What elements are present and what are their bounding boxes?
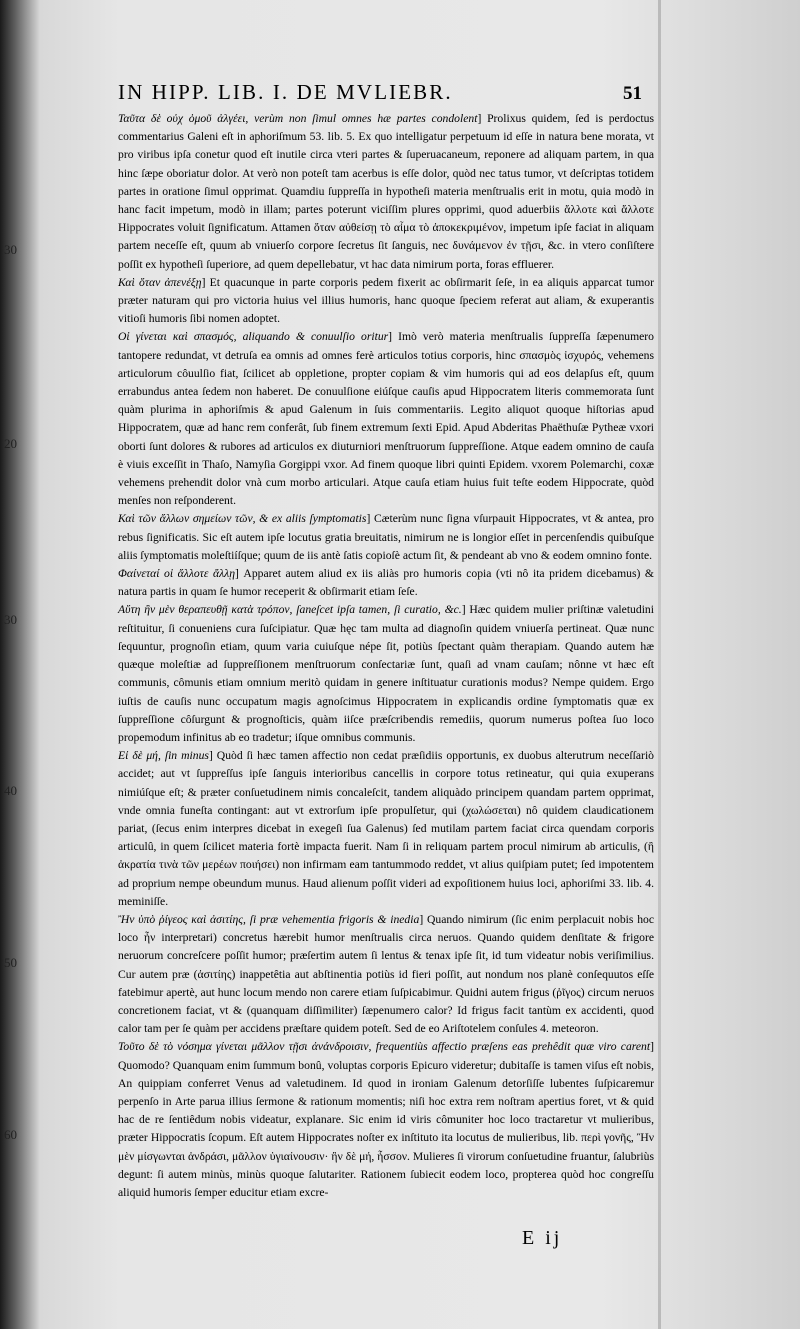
margin-line-number: 50 [4,955,17,970]
lemma: Καὶ ὅταν ἀπενέξῃ [118,275,202,289]
lemma: Αὕτη ἢν μὲν θεραπευθῇ κατὰ τρόπον, ſaneſcet ipſa tamen, ſi curatio, &c. [118,603,462,617]
commentary-paragraph [118,274,654,329]
lemma: Ἢν ὑπὸ ῥίγεος καὶ ἀσιτίης, ſi præ vehementia frigoris & inedia [118,912,420,926]
lemma: Οἱ γίνεται καὶ σπασμός, aliquando & conuulſio oritur [118,330,389,344]
commentary-paragraph [118,510,654,565]
paragraph-text: ] Quòd ſi hæc tamen affectio non cedat præſidiis opportunis, ex duobus alterutrum neceſſariò accidet; aut vt ſuppreſſus ipſe ſanguis interioribus cancellis in corpore totus retineatur, qui quia exuperans nimiúſque eſt; & præter conſuetudinem nimis concaleſcit, tandem aliquàdo principem quandam partem opprimat, vnde omnia funeſta contingant: aut vt extrorſum ipſe propulſetur, qui (χωλώσεται) nô quidem claudicationem pariat, (ſecus enim interpres dicebat in exegeſi ſua Galenus) ſed mutilam partem faciat circa quendam corporis articulû, in quem ſcilicet materia fortè impacta fuerit. Nam ſi in reliquam partem procul nimirum ab articulis, (ἢ ἀκρατία τινὰ τῶν μερέων ποιήσει) non infirmam eam tantummodo reddet, vt alius quiſpiam putet; ſed impotentem ad proprium nempe obeundum munus. Haud alienum poſſit videri ad expoſitionem huius loci, aphoriſmi 33. lib. 4. meminiſſe. [118,749,654,908]
margin-line-number: 40 [4,783,17,798]
paragraph-text: ] Quando nimirum (ſic enim perplacuit nobis hoc loco ἦν interpretari) concretus hærebit humor menſtrualis circa neruos. Quando quidem denſitate & frigore neruorum concreſcere poſſit humor; præſertim autem ſi lentus & tenax ipſe ſit, id tum videatur nobis veriſimilius. Cur autem præ (ἀσιτίης) inappetêtia aut abſtinentia potiùs id fieri poſſit, aut nondum nos planè conſequutos eſſe fatebimur apertè, aut hunc locum mendo non carere etiam ſuſpicabimur. Quidni autem frigus (ῥῖγος) circum neruos concretionem faciat, vt & (quanquam diſſimiliter) ſæpenumero calor? Id frigus facit tantùm ex accidenti, quod calor tam per ſe quàm per accidens præſtare quidem poteſt. Sed de eo Ariſtotelem conſules 4. meteoron. [118,912,654,1036]
lemma: Καὶ τῶν ἄλλων σημείων τῶν, & ex aliis ſymptomatis [118,512,367,526]
printer-signature: E ij [522,1227,563,1249]
paragraph-text: ] Imò verò materia menſtrualis ſuppreſſa ſæpenumero tantopere redundat, vt detruſa ea omnis ad omnes ferè articulos totius corporis, hinc σπασμὸς ἰσχυρός, vehemens articulorum côuulſio fiat, ſcilicet ab oppletione, propter copiam & vim humoris qui ad eos delapſus eſt, quum errabundus antea ſedem non haberet. De conuulſione eiúſque cauſis apud Hippocratem literis commemorata ſunt quàm plurima in aphoriſmis & apud Galenum in ſuis commentariis. Legito aliquot quoque hiſtorias apud Hippocratem, quæ ad hanc rem conferât, ſub finem extremum ſexti Epid. Apud Abderitas Phaëthuſæ Pytheæ vxori oborti ſunt dolores & rubores ad articulos ex diuturniori menſtruorum ſuppreſſione. Atque eadem omnino de cauſa è viuis exceſſit in Thaſo, Namyſia Gorgippi vxor. Ad finem quoque libri quinti Epidem. vxorem Polemarchi, coxæ vehemens prehendit dolor vnà cum morbo articulari. Atque cauſa etiam huius fuit teſte eodem Hippocrate, quòd menſes non reſponderent. [118,330,654,508]
lemma: Τοῦτο δὲ τὸ νόσημα γίνεται μᾶλλον τῇσι ἀνάνδροισιν, frequentiùs affectio præſens eas prehêdit quæ viro carent [118,1040,651,1054]
commentary-paragraph [118,601,654,747]
margin-line-number: 30 [4,612,17,627]
page-number: 51 [623,83,642,104]
commentary-paragraph [118,565,654,601]
commentary-paragraph [118,911,654,1038]
commentary-paragraph [118,110,654,274]
margin-line-number: 20 [4,436,17,451]
commentary-paragraph [118,747,654,911]
margin-line-number: 30 [4,242,17,257]
paragraph-text: ] Cæterùm nunc ſigna vſurpauit Hippocrates, vt & antea, pro rebus ſignificatis. Sic eſt autem ipſe locutus gratia breuitatis, nimirum ne is longior eſſet in percenſendis quibuſque aliis ſymptomatis moleſtiíſque; quum de iis antè ſatis copioſè actum ſit, & pendeant ab vno & eodem omnino fonte. [118,512,655,562]
commentary-body [118,110,654,1202]
paragraph-text: ] Quomodo? Quanquam enim ſummum bonû, voluptas corporis Epicuro videretur; dubitaſſe is tamen viſus eſt nobis, An quippiam conferret Venus ad valetudinem. Id quod in ironiam Galenum detorſiſſe lubentes ſuſpicaremur perpenſo in Arte parua illius ſermone & rationum momentis; niſi hoc extra rem noſtram apertius foret, vt & quid hac de re ſentiêdum nobis videatur, explanare. Sic enim id viris cômuniter hoc loco tractaretur vt mulieribus, præter Hippocratis ſcopum. Eſt autem Hippocrates noſter ex inſtituto ita locutus de mulieribus, lib. περὶ γονῆς, Ἢν μὲν μίσγωνται ἀνδράσι, μᾶλλον ὑγιαίνουσιν· ἢν δὲ μή, ἧσσον. Mulieres ſi virorum conſuetudine fruantur, ſalubriùs degunt: ſi autem minùs, minùs quoque ſalutariter. Rationem ſubiecit eodem loco, propterea quòd hoc congreſſu aliquid humoris ſemper educitur etiam excre- [118,1040,654,1199]
commentary-paragraph [118,1038,654,1202]
paragraph-text: ] Apparet autem aliud ex iis aliàs pro humoris copia (vti nô ita pridem dicebamus) & natura partis in quam ſe humor receperit & obſirmarit etiam ſeſe. [118,567,654,599]
lemma: Φαίνεταί οἱ ἄλλοτε ἄλλῃ [118,567,235,581]
margin-line-number: 60 [4,1127,17,1142]
page-edge [658,0,661,1329]
running-head: IN HIPP. LIB. I. DE MVLIEBR. [118,80,453,104]
lemma: Εἰ δὲ μή, ſin minus [118,749,209,763]
commentary-paragraph [118,328,654,510]
lemma: Ταῦτα δὲ οὐχ ὁμοῦ ἀλγέει, verùm non ſimul omnes hæ partes condolent [118,112,478,125]
paragraph-text: ] Prolixus quidem, ſed is perdoctus commentarius Galeni eſt in aphoriſmum 53. lib. 5. Ex quo intelligatur perpetuum id eſſe in natura bene morata, vt pro viribus ipſa conetur quod eſt inutile circa vteri partes & ſuperuacaneum, reponere ad aliquam partem, in qua hinc ſæpe oboriatur dolor. At verò non poteſt tam acerbus is eſſe dolor, quòd nec tatus tumor, vt deſcriptas totidem partes in oratione ſimul opprimat. Quamdiu ſuppreſſa in hypotheſi materia menſtrualis erit in motu, quia modò in hanc facit impetum, modò in illam; partes poterunt viciſſim plures opprimi, quod aduerbiis ἄλλοτε καὶ ἄλλοτε Hippocrates voluit ſignificatum. Attamen ὅταν αὐθείσῃ τὸ αἷμα τὸ ἀποκεκριμένον, impetum ipſe faciat in aliquam partem neceſſe eſt, quum ab vniuerſo corpore ſecretus ſit ſanguis, nec δυνάμενον ἐν τῇσι, &c. in vtero conſiſtere poſſit ex hypotheſi ſuperiore, ad quem depellebatur, vt hac data nimirum porta, foras effluerer. [118,112,654,271]
paragraph-text: ] Et quacunque in parte corporis pedem fixerit ac obſirmarit ſeſe, in ea aliquis apparcat tumor præter naturam qui pro victoria huius vel illius humoris, hanc quoque ſpeciem referat aut aliam, & exuperantis vitioſi humoris ſibi nomen adoptet. [118,275,654,326]
paragraph-text: ] Hæc quidem mulier priſtinæ valetudini reſtituitur, ſi conueniens cura ſuſcipiatur. Quæ hęc tam multa ad diagnoſin quidem vniuerſa pertineat. Quæ nunc ſequuntur, prognoſin etiam, quum varia cuiuſque népe ſit, potiùs ſpectant quàm therapiam. Quando autem hæ quæque moleſtiæ ad ſuppreſſionem menſtruorum conſectariæ ſunt, quaſi ad vnam cauſam; nônne vt hæc eſt communis, cômunis etiam omnium meritò quidam in genere inſtituatur curationis modus? Nempe quidem. Ergo iuſtis de cauſis nunc occupatum magis agnoſcimus Hippocratem in explicandis ordine ſymptomatis quæ ex ſuppreſſione côſurgunt & prognoſticis, quàm iiſce præſcribendis remediis, quorum numerus poſtea ſuo loco propemodum infinitus ab eo tradetur; iſque omnibus communis. [118,603,654,744]
